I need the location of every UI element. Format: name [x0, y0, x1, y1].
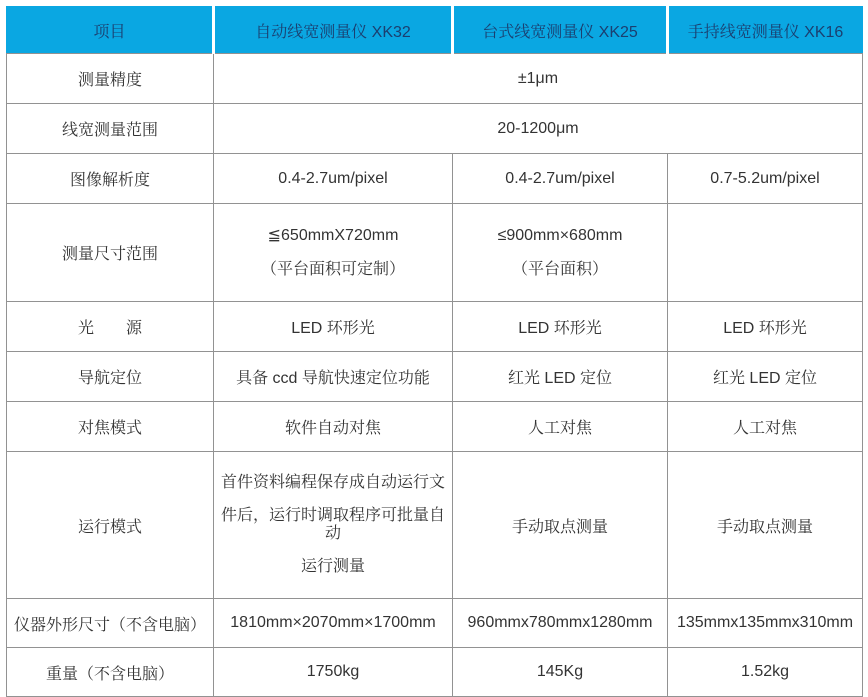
- row-range-label: 线宽测量范围: [7, 104, 214, 154]
- row-weight-label: 重量（不含电脑）: [7, 648, 214, 697]
- row-nav-xk16: 红光 LED 定位: [668, 352, 863, 402]
- header-xk16: 手持线宽测量仪 XK16: [668, 7, 863, 54]
- header-xk32: 自动线宽测量仪 XK32: [214, 7, 453, 54]
- row-accuracy-value: ±1μm: [214, 54, 863, 104]
- row-size-xk32-dims: ≦650mmX720mm: [267, 226, 399, 244]
- row-dimensions-label: 仪器外形尺寸（不含电脑）: [7, 599, 214, 648]
- row-size-label: 测量尺寸范围: [7, 204, 214, 302]
- row-size-xk25: [453, 204, 668, 302]
- spec-comparison-table: [6, 6, 863, 697]
- row-size: [7, 204, 863, 302]
- row-range: [7, 104, 863, 154]
- row-focus-xk25: 人工对焦: [453, 402, 668, 452]
- row-run: [7, 452, 863, 599]
- row-dimensions: [7, 599, 863, 648]
- row-size-xk25-dims: ≤900mm×680mm: [497, 226, 623, 244]
- row-resolution-label: 图像解析度: [7, 154, 214, 204]
- row-run-xk32-line3: 运行测量: [300, 558, 365, 575]
- row-nav: [7, 352, 863, 402]
- row-resolution: [7, 154, 863, 204]
- row-dimensions-xk25: 960mmx780mmx1280mm: [453, 599, 668, 648]
- row-light-label: 光 源: [7, 302, 214, 352]
- row-weight-xk32: 1750kg: [214, 648, 453, 697]
- row-run-xk32: [214, 452, 453, 599]
- row-dimensions-xk32: 1810mm×2070mm×1700mm: [214, 599, 453, 648]
- row-focus-xk32: 软件自动对焦: [214, 402, 453, 452]
- row-dimensions-xk16: 135mmx135mmx310mm: [668, 599, 863, 648]
- row-run-xk32-line1: 首件资料编程保存成自动运行文: [220, 474, 445, 491]
- row-nav-xk32: 具备 ccd 导航快速定位功能: [214, 352, 453, 402]
- row-weight: [7, 648, 863, 697]
- row-resolution-xk16: 0.7-5.2um/pixel: [668, 154, 863, 204]
- row-run-xk25: 手动取点测量: [453, 452, 668, 599]
- row-focus: [7, 402, 863, 452]
- header-row: [7, 7, 863, 54]
- row-resolution-xk25: 0.4-2.7um/pixel: [453, 154, 668, 204]
- row-accuracy-label: 测量精度: [7, 54, 214, 104]
- row-light-xk25: LED 环形光: [453, 302, 668, 352]
- row-resolution-xk32: 0.4-2.7um/pixel: [214, 154, 453, 204]
- row-weight-xk16: 1.52kg: [668, 648, 863, 697]
- row-nav-xk25: 红光 LED 定位: [453, 352, 668, 402]
- row-focus-xk16: 人工对焦: [668, 402, 863, 452]
- row-nav-label: 导航定位: [7, 352, 214, 402]
- row-size-xk32: [214, 204, 453, 302]
- row-weight-xk25: 145Kg: [453, 648, 668, 697]
- row-size-xk25-note: （平台面积）: [511, 260, 608, 278]
- row-accuracy: [7, 54, 863, 104]
- row-range-value: 20-1200μm: [214, 104, 863, 154]
- row-size-xk32-note: （平台面积可定制）: [260, 260, 405, 278]
- row-focus-label: 对焦模式: [7, 402, 214, 452]
- row-run-xk32-line2: 件后，运行时调取程序可批量自动: [220, 507, 445, 542]
- row-run-xk16: 手动取点测量: [668, 452, 863, 599]
- row-size-xk16: [668, 204, 863, 302]
- row-light-xk32: LED 环形光: [214, 302, 453, 352]
- header-item: 项目: [7, 7, 214, 54]
- row-light: [7, 302, 863, 352]
- row-light-xk16: LED 环形光: [668, 302, 863, 352]
- header-xk25: 台式线宽测量仪 XK25: [453, 7, 668, 54]
- row-run-label: 运行模式: [7, 452, 214, 599]
